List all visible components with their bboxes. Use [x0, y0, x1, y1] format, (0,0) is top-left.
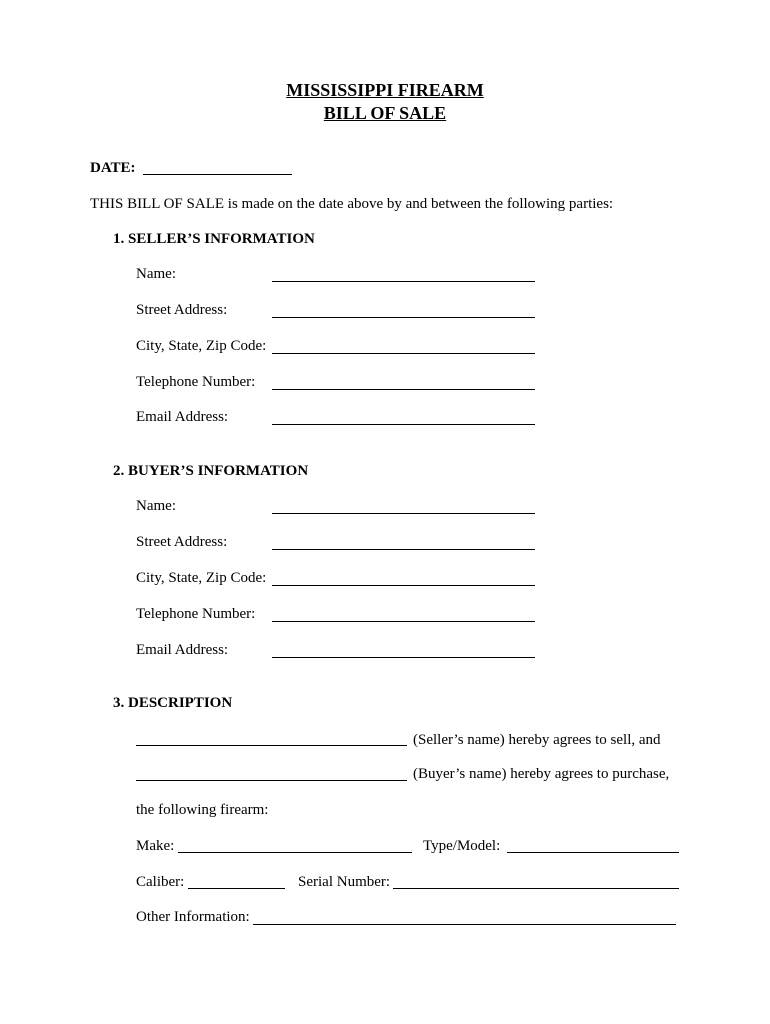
buyer-street-field[interactable]	[272, 549, 535, 550]
type-model-field[interactable]	[507, 852, 679, 853]
description-heading: 3. DESCRIPTION	[113, 695, 233, 711]
seller-email-label: Email Address:	[136, 409, 229, 425]
buyer-phone-label: Telephone Number:	[136, 606, 256, 622]
following-firearm-text: the following firearm:	[136, 802, 269, 818]
buyer-heading: 2. BUYER’S INFORMATION	[113, 463, 309, 479]
buyer-name-field[interactable]	[272, 513, 535, 514]
buyer-email-label: Email Address:	[136, 642, 229, 658]
buyer-street-label: Street Address:	[136, 534, 228, 550]
seller-city-field[interactable]	[272, 353, 535, 354]
make-field[interactable]	[178, 852, 412, 853]
buyer-city-label: City, State, Zip Code:	[136, 570, 267, 586]
seller-name-clause-field[interactable]	[136, 745, 407, 746]
buyer-name-label: Name:	[136, 498, 176, 514]
serial-number-field[interactable]	[393, 888, 679, 889]
seller-heading: 1. SELLER’S INFORMATION	[113, 231, 315, 247]
buyer-name-clause-field[interactable]	[136, 780, 407, 781]
caliber-label: Caliber:	[136, 874, 185, 890]
seller-name-label: Name:	[136, 266, 176, 282]
date-label: DATE:	[90, 160, 136, 176]
document-title-line2: BILL OF SALE	[323, 103, 447, 123]
serial-number-label: Serial Number:	[298, 874, 391, 890]
other-information-field[interactable]	[253, 924, 676, 925]
buyer-phone-field[interactable]	[272, 621, 535, 622]
document-title-line1: MISSISSIPPI FIREARM	[286, 80, 484, 100]
buyer-city-field[interactable]	[272, 585, 535, 586]
make-label: Make:	[136, 838, 175, 854]
intro-text: THIS BILL OF SALE is made on the date above by and between the following parties:	[90, 196, 614, 212]
seller-city-label: City, State, Zip Code:	[136, 338, 267, 354]
seller-street-label: Street Address:	[136, 302, 228, 318]
other-information-label: Other Information:	[136, 909, 250, 925]
seller-phone-field[interactable]	[272, 389, 535, 390]
seller-email-field[interactable]	[272, 424, 535, 425]
caliber-field[interactable]	[188, 888, 285, 889]
seller-street-field[interactable]	[272, 317, 535, 318]
type-model-label: Type/Model:	[423, 838, 501, 854]
buyer-clause-text: (Buyer’s name) hereby agrees to purchase,	[413, 766, 670, 782]
seller-phone-label: Telephone Number:	[136, 374, 256, 390]
seller-name-field[interactable]	[272, 281, 535, 282]
seller-clause-text: (Seller’s name) hereby agrees to sell, and	[413, 732, 661, 748]
buyer-email-field[interactable]	[272, 657, 535, 658]
date-field[interactable]	[143, 174, 292, 175]
